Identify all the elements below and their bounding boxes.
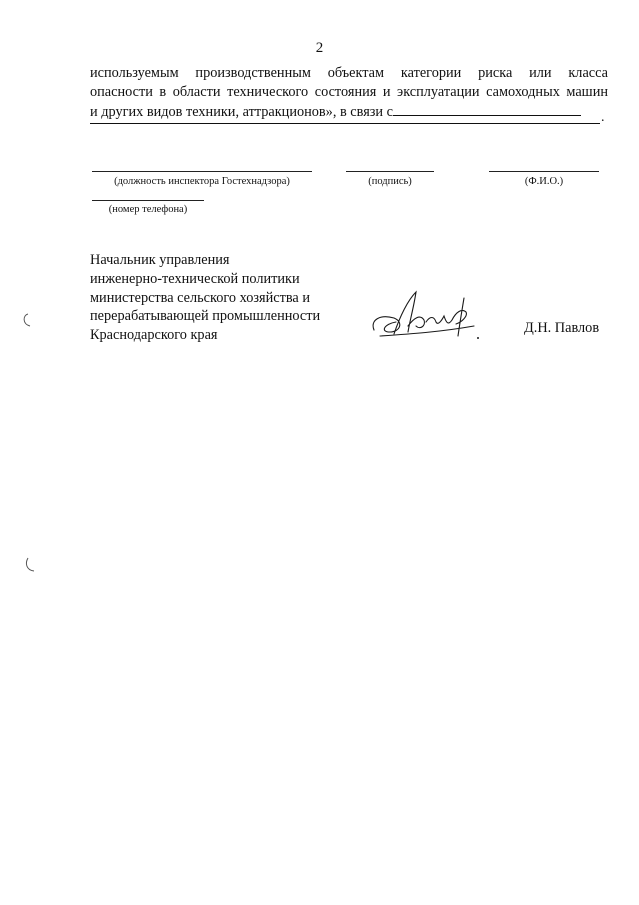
signature-line — [346, 171, 434, 172]
scan-margin-mark-icon — [20, 312, 34, 328]
signatory-name: Д.Н. Павлов — [524, 320, 600, 336]
signatory-title-line-4: перерабатывающей промышленности — [90, 308, 321, 325]
page-number: 2 — [315, 40, 324, 56]
handwritten-signature — [370, 286, 482, 346]
name-caption: (Ф.И.О.) — [524, 176, 564, 187]
position-signature-line — [92, 171, 312, 172]
name-line — [489, 171, 599, 172]
scan-margin-mark-icon — [22, 557, 36, 573]
phone-caption: (номер телефона) — [108, 204, 188, 215]
body-line-2: опасности в области технического состояния и эксплуатации самоходных машин — [90, 84, 608, 100]
body-line-3-text: и других видов техники, аттракционов», в связи с — [90, 104, 394, 120]
signatory-title-line-1: Начальник управления — [90, 252, 230, 268]
body-line-1: используемым производственным объектам категории риска или класса — [90, 65, 608, 81]
signatory-title-line-5: Краснодарского края — [90, 327, 218, 344]
position-caption: (должность инспектора Гостехнадзора) — [114, 176, 290, 187]
reason-end-period: . — [601, 110, 605, 125]
signatory-title — [90, 251, 350, 345]
phone-line — [92, 200, 204, 201]
reason-blank-line — [90, 109, 600, 124]
signatory-title-line-3: министерства сельского хозяйства и — [90, 289, 310, 306]
signature-caption: (подпись) — [368, 176, 412, 187]
signatory-title-line-2: инженерно-технической политики — [90, 270, 300, 287]
